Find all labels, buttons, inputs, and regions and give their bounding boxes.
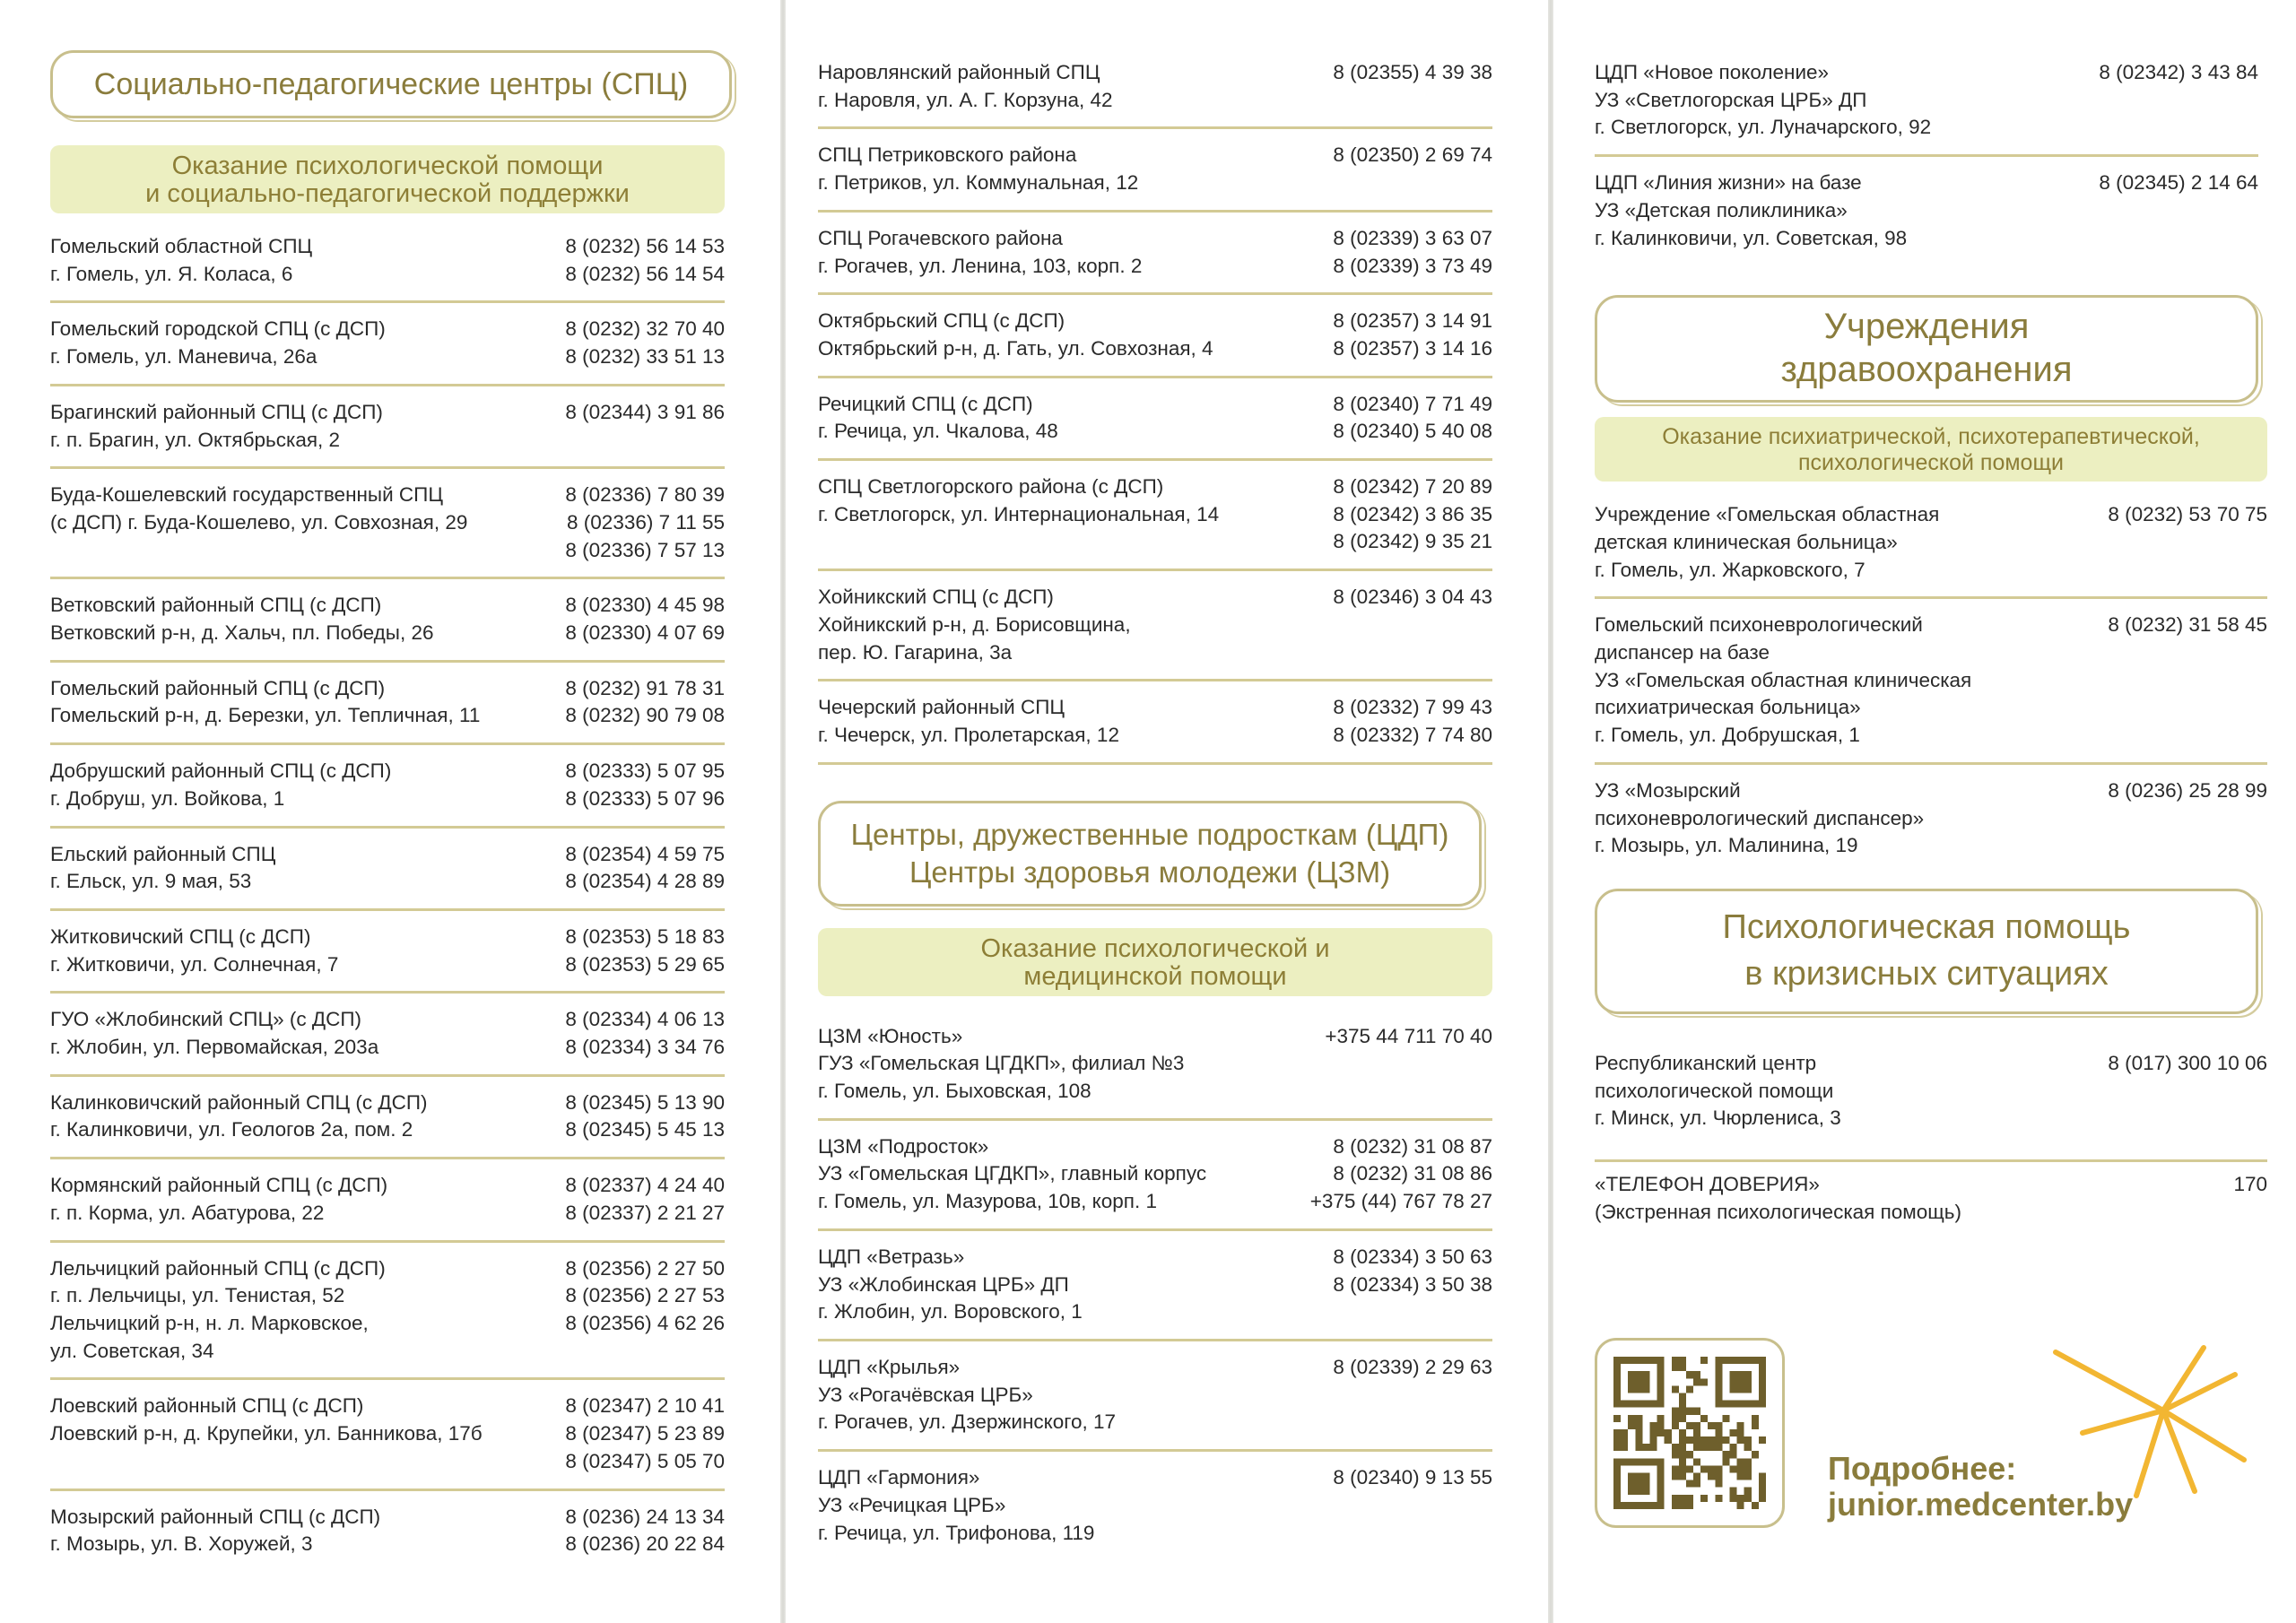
health-list [1595,489,2267,872]
cdp-list [818,1011,1492,1560]
contact-name: Гомельский психоневрологический диспансер на базе УЗ «Гомельская областная клиническая психиатрическая больница» г. Гомель, ул. Добрушская, 1 [1595,613,1972,747]
cdp-band: Оказание психологической и медицинской помощи [818,928,1492,996]
contact-name: СПЦ Рогачевского района г. Рогачев, ул. Ленина, 103, корп. 2 [818,226,1143,277]
panel-middle [786,0,1548,1623]
contact-entry [50,469,725,579]
contact-phones[interactable]: 8 (02340) 9 13 55 [1333,1466,1492,1489]
contact-phones[interactable]: 8 (0232) 91 78 31 8 (0232) 90 79 08 [565,676,725,727]
contact-entry [1595,1041,2267,1162]
contact-name: ЦДП «Ветразь» УЗ «Жлобинская ЦРБ» ДП г. Жлобин, ул. Воровского, 1 [818,1245,1083,1324]
contact-entry [1595,489,2267,599]
qr-code-icon [1613,1357,1766,1509]
contact-phones[interactable]: 8 (02346) 3 04 43 [1333,586,1492,609]
contact-name: Речицкий СПЦ (с ДСП) г. Речица, ул. Чкалова, 48 [818,392,1058,443]
spc-title [50,50,732,118]
contact-entry [818,1341,1492,1452]
contact-name: Ветковский районный СПЦ (с ДСП) Ветковский р-н, д. Хальч, пл. Победы, 26 [50,594,434,645]
contact-entry [1595,47,2258,157]
contact-name: Октябрьский СПЦ (с ДСП) Октябрьский р-н, д. Гать, ул. Совхозная, 4 [818,309,1213,360]
spc-cont-list [818,47,1492,765]
crisis-title: Психологическая помощь в кризисных ситуациях [1595,889,2258,1014]
panel-right [1553,0,2296,1623]
contact-name: ЦДП «Новое поколение» УЗ «Светлогорская ЦРБ» ДП г. Светлогорск, ул. Луначарского, 92 [1595,61,1932,139]
contact-entry [818,681,1492,764]
contact-phones[interactable]: 8 (0232) 53 70 75 [2108,503,2267,526]
contact-entry [50,579,725,662]
contact-phones[interactable]: 8 (02334) 4 06 13 8 (02334) 3 34 76 [565,1008,725,1059]
contact-name: Лоевский районный СПЦ (с ДСП) Лоевский р-н, д. Крупейки, ул. Банникова, 17б [50,1394,483,1445]
contact-phones[interactable]: 8 (02330) 4 45 98 8 (02330) 4 07 69 [565,594,725,645]
contact-phones[interactable]: 8 (02339) 3 63 07 8 (02339) 3 73 49 [1333,226,1492,277]
contact-name: «ТЕЛЕФОН ДОВЕРИЯ» (Экстренная психологическая помощь) [1595,1173,1962,1223]
more-label: Подробнее: [1828,1450,2017,1487]
contact-phones[interactable]: 8 (02336) 7 80 39 8 (02336) 7 11 55 8 (02336) 7 57 13 [565,483,725,561]
contact-phones[interactable]: 8 (02355) 4 39 38 [1333,61,1492,83]
contact-entry [50,1159,725,1242]
contact-phones[interactable]: 8 (02353) 5 18 83 8 (02353) 5 29 65 [565,924,725,976]
health-title: Учреждения здравоохранения [1595,295,2258,403]
contact-name: Калинковичский районный СПЦ (с ДСП) г. Калинковичи, ул. Геологов 2а, пом. 2 [50,1090,428,1141]
contact-entry [50,1380,725,1490]
contact-entry [50,221,725,303]
contact-name: ЦЗМ «Подросток» УЗ «Гомельская ЦГДКП», главный корпус г. Гомель, ул. Мазурова, 10в, корп. 1 [818,1134,1207,1213]
contact-name: Мозырский районный СПЦ (с ДСП) г. Мозырь, ул. В. Хоружей, 3 [50,1505,381,1556]
contact-entry [50,829,725,911]
contact-entry [818,129,1492,212]
contact-phones[interactable]: 8 (02345) 2 14 64 [2099,171,2258,195]
contact-name: Буда-Кошелевский государственный СПЦ (с ДСП) г. Буда-Кошелево, ул. Совхозная, 29 [50,483,468,534]
contact-name: Лельчицкий районный СПЦ (с ДСП) г. п. Лельчицы, ул. Тенистая, 52 Лельчицкий р-н, н. л. Марковское, ул. Советская, 34 [50,1256,386,1362]
contact-name: ГУО «Жлобинский СПЦ» (с ДСП) г. Жлобин, ул. Первомайская, 203а [50,1008,379,1059]
contact-phones[interactable]: 8 (0232) 32 70 40 8 (0232) 33 51 13 [565,317,725,369]
contact-phones[interactable]: 8 (02344) 3 91 86 [565,400,725,423]
contact-entry [818,1011,1492,1121]
contact-phones[interactable]: 8 (02357) 3 14 91 8 (02357) 3 14 16 [1333,309,1492,360]
contact-name: Учреждение «Гомельская областная детская клиническая больница» г. Гомель, ул. Жарковского, 7 [1595,503,1940,581]
contact-name: Гомельский городской СПЦ (с ДСП) г. Гомель, ул. Маневича, 26а [50,317,386,369]
contact-phones[interactable]: 8 (017) 300 10 06 [2108,1051,2267,1074]
contact-entry [818,1121,1492,1231]
spc-title-text: Социально-педагогические центры (СПЦ) [93,67,689,101]
contact-entry [818,571,1492,681]
contact-name: Гомельский областной СПЦ г. Гомель, ул. Я. Коласа, 6 [50,235,313,285]
contact-entry [50,994,725,1076]
contact-phones[interactable]: 8 (02340) 7 71 49 8 (02340) 5 40 08 [1333,392,1492,443]
contact-name: УЗ «Мозырский психоневрологический диспансер» г. Мозырь, ул. Малинина, 19 [1595,778,1925,857]
contact-phones[interactable]: 8 (02332) 7 99 43 8 (02332) 7 74 80 [1333,696,1492,746]
contact-phones[interactable]: 8 (0232) 31 58 45 [2108,613,2267,637]
contact-name: Хойникский СПЦ (с ДСП) Хойникский р-н, д. Борисовщина, пер. Ю. Гагарина, 3а [818,586,1131,664]
contact-phones[interactable]: 8 (02334) 3 50 63 8 (02334) 3 50 38 [1333,1245,1492,1296]
contact-phones[interactable]: +375 44 711 70 40 [1325,1024,1492,1047]
contact-phones[interactable]: 8 (0232) 56 14 53 8 (0232) 56 14 54 [565,235,725,285]
contact-name: Ельский районный СПЦ г. Ельск, ул. 9 мая, 53 [50,842,276,893]
contact-phones[interactable]: 8 (02333) 5 07 95 8 (02333) 5 07 96 [565,759,725,810]
contact-entry [1595,765,2267,872]
qr-code[interactable] [1595,1338,1785,1528]
contact-entry [50,386,725,469]
contact-entry [1595,1162,2267,1253]
contact-entry [818,378,1492,461]
contact-entry [818,213,1492,295]
contact-phones[interactable]: 170 [2233,1173,2267,1196]
contact-entry [818,1231,1492,1341]
contact-entry [50,1243,725,1381]
contact-entry [50,911,725,994]
contact-name: ЦДП «Гармония» УЗ «Речицкая ЦРБ» г. Речица, ул. Трифонова, 119 [818,1466,1095,1544]
cdp-title: Центры, дружественные подросткам (ЦДП) Центры здоровья молодежи (ЦЗМ) [818,801,1482,907]
contact-name: Брагинский районный СПЦ (с ДСП) г. п. Брагин, ул. Октябрьская, 2 [50,400,383,451]
crisis-list [1595,1041,2267,1254]
contact-entry [50,1491,725,1571]
contact-name: Житковичский СПЦ (с ДСП) г. Житковичи, ул. Солнечная, 7 [50,924,339,976]
contact-name: Наровлянский районный СПЦ г. Наровля, ул. А. Г. Корзуна, 42 [818,61,1113,111]
contact-phones[interactable]: 8 (0236) 25 28 99 [2108,778,2267,802]
contact-name: ЦДП «Линия жизни» на базе УЗ «Детская поликлиника» г. Калинковичи, ул. Советская, 98 [1595,171,1908,249]
contact-phones[interactable]: 8 (0232) 31 08 87 8 (0232) 31 08 86 +375 (44) 767 78 27 [1309,1134,1492,1213]
starburst-icon [2029,1334,2253,1505]
panel-left [0,0,780,1623]
contact-entry [50,663,725,745]
contact-entry [818,47,1492,129]
contact-entry [818,295,1492,378]
contact-entry [50,1077,725,1159]
contact-entry [50,303,725,386]
contact-entry [818,1452,1492,1559]
health-band: Оказание психиатрической, психотерапевтической, психологической помощи [1595,417,2267,482]
contact-phones[interactable]: 8 (02342) 7 20 89 8 (02342) 3 86 35 8 (02342) 9 35 21 [1333,475,1492,553]
contact-name: Чечерский районный СПЦ г. Чечерск, ул. Пролетарская, 12 [818,696,1119,746]
contact-phones[interactable]: 8 (02345) 5 13 90 8 (02345) 5 45 13 [565,1090,725,1141]
contact-name: СПЦ Светлогорского района (с ДСП) г. Светлогорск, ул. Интернациональная, 14 [818,475,1220,525]
contact-entry [1595,157,2258,265]
contact-name: Республиканский центр психологической помощи г. Минск, ул. Чюрлениса, 3 [1595,1051,1841,1130]
contact-name: ЦЗМ «Юность» ГУЗ «Гомельская ЦГДКП», филиал №3 г. Гомель, ул. Быховская, 108 [818,1024,1185,1103]
contact-name: СПЦ Петриковского района г. Петриков, ул. Коммунальная, 12 [818,143,1139,195]
contact-phones[interactable]: 8 (02350) 2 69 74 [1333,143,1492,167]
cdp-cont-list [1595,47,2258,265]
contact-phones[interactable]: 8 (0236) 24 13 34 8 (0236) 20 22 84 [565,1505,725,1556]
contact-phones[interactable]: 8 (02342) 3 43 84 [2099,61,2258,83]
spc-band: Оказание психологической помощи и социально-педагогической поддержки [50,145,725,213]
more-url-link[interactable]: junior.medcenter.by [1828,1486,2134,1523]
contact-phones[interactable]: 8 (02347) 2 10 41 8 (02347) 5 23 89 8 (02347) 5 05 70 [565,1394,725,1472]
contact-entry [1595,599,2267,765]
contact-name: Гомельский районный СПЦ (с ДСП) Гомельский р-н, д. Березки, ул. Тепличная, 11 [50,676,481,727]
contact-phones[interactable]: 8 (02337) 4 24 40 8 (02337) 2 21 27 [565,1174,725,1224]
contact-name: Кормянский районный СПЦ (с ДСП) г. п. Корма, ул. Абатурова, 22 [50,1174,388,1224]
contact-entry [818,461,1492,571]
contact-name: Добрушский районный СПЦ (с ДСП) г. Добруш, ул. Войкова, 1 [50,759,392,810]
contact-entry [50,745,725,828]
contact-name: ЦДП «Крылья» УЗ «Рогачёвская ЦРБ» г. Рогачев, ул. Дзержинского, 17 [818,1355,1117,1434]
spc-list [50,221,725,1571]
contact-phones[interactable]: 8 (02356) 2 27 50 8 (02356) 2 27 53 8 (02356) 4 62 26 [565,1256,725,1334]
contact-phones[interactable]: 8 (02339) 2 29 63 [1333,1355,1492,1378]
contact-phones[interactable]: 8 (02354) 4 59 75 8 (02354) 4 28 89 [565,842,725,893]
